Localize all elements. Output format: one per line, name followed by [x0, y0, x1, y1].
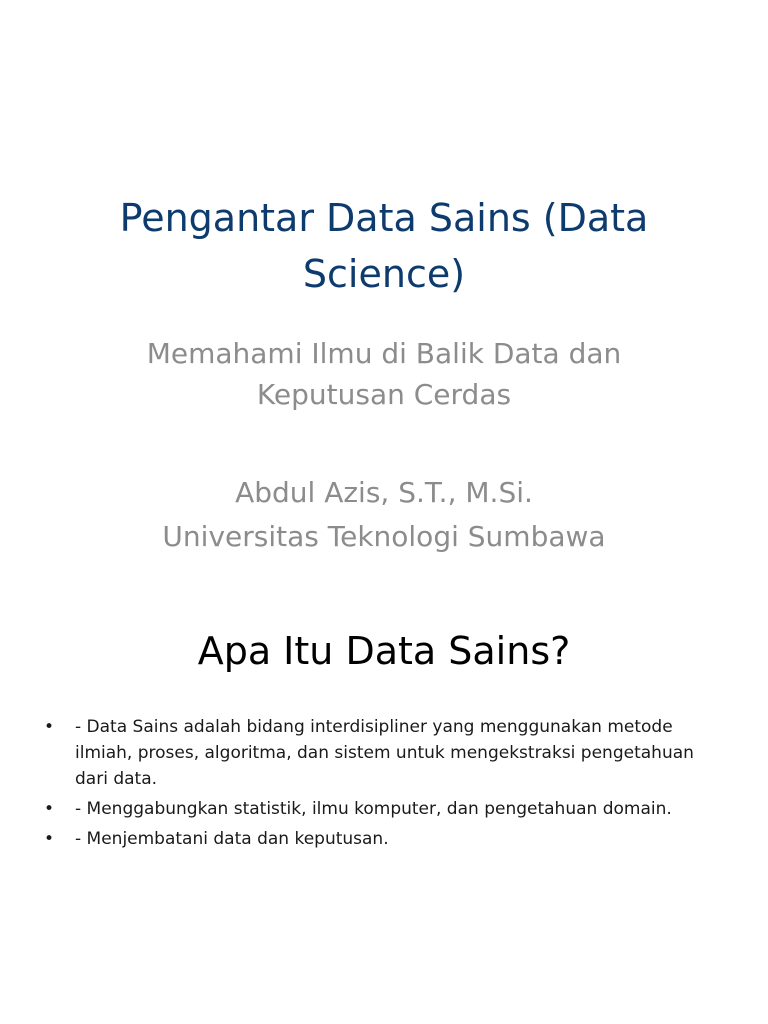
section-title: Apa Itu Data Sains?: [197, 629, 571, 673]
author-affiliation: Universitas Teknologi Sumbawa: [162, 520, 606, 553]
list-item: [0, 826, 768, 852]
list-item: [0, 796, 768, 822]
list-item: [0, 714, 768, 792]
slide-title: Pengantar Data Sains (Data Science): [119, 196, 649, 296]
bullet-icon: •: [44, 799, 55, 819]
bullet-text: - Data Sains adalah bidang interdisipliner yang menggunakan metode ilmiah, proses, algoritma, dan sistem untuk mengekstraksi pengetahuan dari data.: [75, 717, 694, 789]
bullet-text: - Menjembatani data dan keputusan.: [75, 829, 389, 849]
bullet-list: [0, 714, 768, 856]
slide-tagline: Memahami Ilmu di Balik Data dan Keputusan Cerdas: [146, 337, 622, 411]
author-name: Abdul Azis, S.T., M.Si.: [235, 476, 533, 509]
bullet-text: - Menggabungkan statistik, ilmu komputer, dan pengetahuan domain.: [75, 799, 672, 819]
bullet-icon: •: [44, 829, 55, 849]
bullet-icon: •: [44, 717, 55, 737]
